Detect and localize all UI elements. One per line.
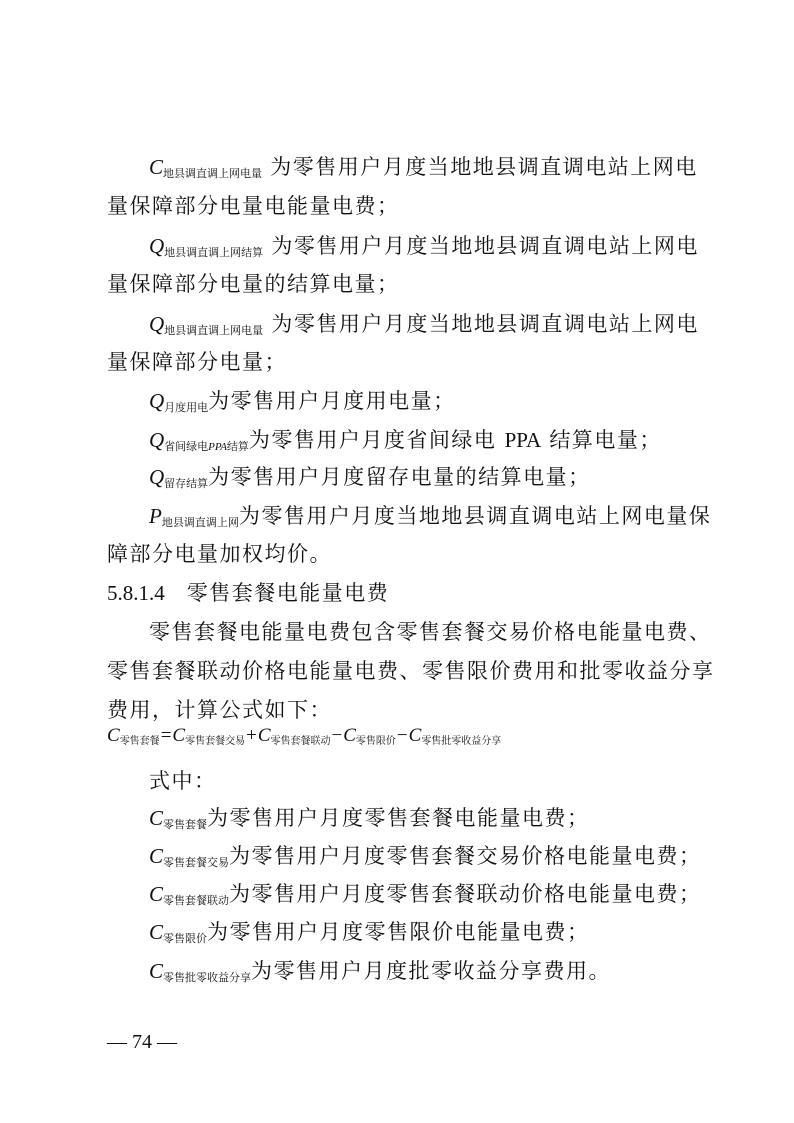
symbol: Q xyxy=(149,234,165,258)
definition-continuation: 量保障部分电量； xyxy=(107,350,287,374)
symbol: C xyxy=(149,959,164,983)
definition-text: 为零售用户月度零售套餐交易价格电能量电费； xyxy=(229,844,702,868)
definition-line xyxy=(149,955,611,985)
subscript-tail: 结算 xyxy=(226,440,249,453)
symbol: C xyxy=(149,806,164,830)
definition-line xyxy=(149,230,699,260)
formula-term-sub: 零售套餐联动 xyxy=(270,736,331,747)
definition-continuation: 量保障部分电量的结算电量； xyxy=(107,272,400,296)
symbol: Q xyxy=(149,312,165,336)
definition-line xyxy=(149,878,702,908)
formula-lhs: C xyxy=(107,725,120,746)
definition-line xyxy=(149,461,591,491)
symbol: C xyxy=(149,155,164,179)
equals-sign: = xyxy=(160,725,172,746)
definition-text-latin: PPA xyxy=(504,428,542,452)
formula-term: C xyxy=(343,725,356,746)
symbol: Q xyxy=(149,428,165,452)
formula-term: C xyxy=(408,725,422,746)
symbol: Q xyxy=(149,389,165,413)
section-heading xyxy=(107,577,389,607)
definition-continuation: 量保障部分电量电能量电费； xyxy=(107,194,400,218)
paragraph-line: 零售套餐联动价格电能量电费、零售限价费用和批零收益分享 xyxy=(107,659,715,683)
definition-text: 为零售用户月度零售限价电能量电费； xyxy=(207,920,590,944)
page-number: — 74 — xyxy=(107,1031,177,1053)
section-number: 5.8.1.4 xyxy=(107,581,165,605)
definition-continuation: 障部分电量加权均价。 xyxy=(107,542,332,566)
definition-line xyxy=(149,424,662,454)
symbol: Q xyxy=(149,465,165,489)
definition-line xyxy=(149,385,456,415)
plus-sign: + xyxy=(246,725,257,746)
formula-lhs-sub: 零售套餐 xyxy=(119,736,160,747)
subscript: 地县调直调上网结算 xyxy=(164,246,264,259)
definition-line xyxy=(149,500,711,530)
definition-text: 结算电量； xyxy=(549,428,662,452)
minus-sign: − xyxy=(396,725,408,746)
definition-text: 为零售用户月度当地地县调直调电站上网电 xyxy=(270,155,698,179)
formula-term-sub: 零售套餐交易 xyxy=(185,736,246,747)
subscript: 地县调直调上网电量 xyxy=(164,324,264,337)
formula-term: C xyxy=(172,725,186,746)
definition-text: 为零售用户月度当地地县调直调电站上网电 xyxy=(271,312,699,336)
definition-line xyxy=(149,802,590,832)
symbol: P xyxy=(149,504,162,528)
paragraph-line: 费用，计算公式如下： xyxy=(107,698,332,722)
formula-term: C xyxy=(257,725,271,746)
formula-term-sub: 零售批零收益分享 xyxy=(421,736,502,747)
subscript: 零售套餐 xyxy=(163,818,208,831)
subscript: 地县调直调上网电量 xyxy=(163,167,263,180)
definition-text: 为零售用户月度当地地县调直调电站上网电 xyxy=(271,234,699,258)
subscript: 留存结算 xyxy=(164,477,209,490)
subscript: 零售套餐交易 xyxy=(163,856,230,869)
subscript-latin: PPA xyxy=(208,441,227,453)
formula xyxy=(107,724,501,747)
definition-text: 为零售用户月度当地地县调直调电站上网电量保 xyxy=(238,504,712,528)
subscript: 地县调直调上网 xyxy=(161,516,239,529)
where-label: 式中： xyxy=(149,769,217,793)
definition-line xyxy=(149,308,699,338)
symbol: C xyxy=(149,882,164,906)
definition-text: 为零售用户月度零售套餐联动价格电能量电费； xyxy=(229,882,702,906)
definition-text: 为零售用户月度零售套餐电能量电费； xyxy=(207,806,590,830)
definition-text: 为零售用户月度留存电量的结算电量； xyxy=(208,465,591,489)
paragraph-line: 零售套餐电能量电费包含零售套餐交易价格电能量电费、 xyxy=(149,620,712,644)
symbol: C xyxy=(149,844,164,868)
minus-sign: − xyxy=(331,725,343,746)
section-title: 零售套餐电能量电费 xyxy=(186,581,390,605)
subscript: 省间绿电 xyxy=(164,440,209,453)
subscript: 零售限价 xyxy=(163,932,208,945)
symbol: C xyxy=(149,920,164,944)
subscript: 零售批零收益分享 xyxy=(163,971,252,984)
definition-text: 为零售用户月度批零收益分享费用。 xyxy=(251,959,612,983)
definition-line xyxy=(149,151,698,181)
subscript: 零售套餐联动 xyxy=(163,894,230,907)
definition-line xyxy=(149,840,702,870)
definition-text: 为零售用户月度省间绿电 xyxy=(248,428,497,452)
subscript: 月度用电 xyxy=(164,401,209,414)
definition-text: 为零售用户月度用电量； xyxy=(208,389,456,413)
definition-line xyxy=(149,916,590,946)
formula-term-sub: 零售限价 xyxy=(355,736,396,747)
